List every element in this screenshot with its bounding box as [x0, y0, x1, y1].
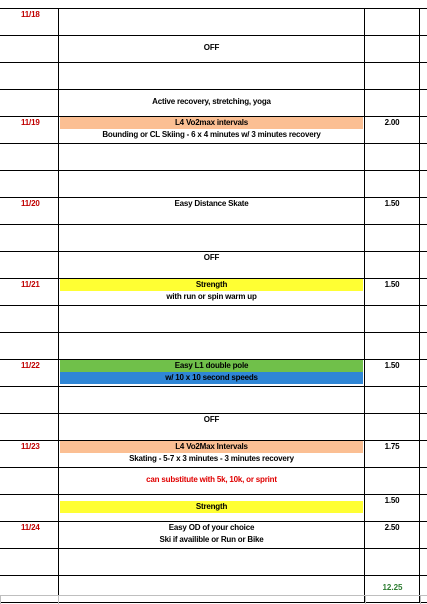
highlighted-workout-text: Strength — [60, 501, 363, 513]
blank-cell — [365, 595, 420, 604]
schedule-row — [0, 278, 427, 305]
date-cell[interactable] — [0, 305, 58, 332]
schedule-row — [0, 8, 427, 35]
hours-cell[interactable] — [365, 494, 420, 521]
workout-cell[interactable] — [58, 89, 365, 116]
workout-text: Bounding or CL Skiing - 6 x 4 minutes w/ 3 minutes recovery — [102, 130, 321, 139]
date-label: 11/23 — [21, 442, 40, 451]
date-cell[interactable] — [0, 413, 58, 440]
date-label: 11/24 — [21, 523, 40, 532]
edge-cell — [420, 62, 427, 89]
hours-value: 2.00 — [384, 118, 400, 127]
schedule-row — [0, 62, 427, 89]
highlighted-workout-text: L4 Vo2max intervals — [60, 117, 363, 129]
edge-cell — [420, 197, 427, 224]
date-cell[interactable] — [0, 8, 58, 35]
workout-cell[interactable] — [58, 278, 365, 305]
date-cell[interactable] — [0, 278, 58, 305]
date-cell[interactable] — [0, 62, 58, 89]
hours-value: 1.50 — [384, 361, 400, 370]
hours-cell[interactable] — [365, 548, 420, 575]
edge-cell — [420, 548, 427, 575]
hours-cell[interactable] — [365, 386, 420, 413]
schedule-row — [0, 251, 427, 278]
hours-cell[interactable] — [365, 251, 420, 278]
schedule-row — [0, 440, 427, 467]
workout-cell[interactable] — [58, 548, 365, 575]
workout-cell[interactable] — [58, 224, 365, 251]
workout-text: Skating - 5-7 x 3 minutes - 3 minutes recovery — [129, 454, 294, 463]
workout-cell[interactable] — [58, 386, 365, 413]
edge-cell — [420, 89, 427, 116]
workout-cell[interactable] — [58, 35, 365, 62]
schedule-row — [0, 494, 427, 521]
hours-value: 1.50 — [384, 199, 400, 208]
hours-cell[interactable] — [365, 8, 420, 35]
schedule-row — [0, 89, 427, 116]
schedule-row — [0, 305, 427, 332]
date-cell[interactable] — [0, 548, 58, 575]
hours-cell[interactable] — [365, 278, 420, 305]
workout-text: Active recovery, stretching, yoga — [152, 97, 271, 106]
hours-cell[interactable] — [365, 170, 420, 197]
schedule-row — [0, 170, 427, 197]
edge-cell — [420, 251, 427, 278]
date-cell[interactable] — [0, 359, 58, 386]
edge-cell — [420, 8, 427, 35]
edge-cell — [420, 170, 427, 197]
date-cell[interactable] — [0, 521, 58, 548]
hours-cell[interactable] — [365, 332, 420, 359]
hours-cell[interactable] — [365, 62, 420, 89]
edge-cell — [420, 278, 427, 305]
hours-cell[interactable] — [365, 413, 420, 440]
date-label: 11/19 — [21, 118, 40, 127]
workout-cell[interactable] — [58, 440, 365, 467]
hours-cell[interactable] — [365, 89, 420, 116]
hours-value: 1.50 — [384, 280, 400, 289]
workout-cell[interactable] — [58, 359, 365, 386]
edge-cell — [420, 224, 427, 251]
hours-cell[interactable] — [365, 359, 420, 386]
workout-cell[interactable] — [58, 62, 365, 89]
edge-cell — [420, 467, 427, 494]
hours-cell[interactable] — [365, 467, 420, 494]
schedule-row — [0, 332, 427, 359]
edge-cell — [420, 440, 427, 467]
hours-cell[interactable] — [365, 521, 420, 548]
date-cell[interactable] — [0, 35, 58, 62]
workout-text: can substitute with 5k, 10k, or sprint — [146, 475, 277, 484]
schedule-row — [0, 116, 427, 143]
highlighted-workout-text: Strength — [60, 279, 363, 291]
highlighted-workout-text: L4 Vo2Max Intervals — [60, 441, 363, 453]
date-cell[interactable] — [0, 386, 58, 413]
schedule-row — [0, 359, 427, 386]
workout-cell[interactable] — [58, 197, 365, 224]
schedule-row — [0, 35, 427, 62]
date-cell[interactable] — [0, 116, 58, 143]
schedule-row — [0, 197, 427, 224]
workout-cell[interactable] — [58, 116, 365, 143]
date-cell[interactable] — [0, 332, 58, 359]
date-cell[interactable] — [0, 170, 58, 197]
highlighted-workout-text: w/ 10 x 10 second speeds — [60, 372, 363, 384]
blank-cell — [420, 595, 427, 604]
date-cell[interactable] — [0, 494, 58, 521]
date-cell[interactable] — [0, 89, 58, 116]
total-hours[interactable]: 12.25 — [382, 583, 403, 592]
workout-cell[interactable] — [58, 521, 365, 548]
workout-text: Ski if availible or Run or Bike — [159, 535, 264, 544]
hours-cell[interactable] — [365, 35, 420, 62]
date-label: 11/18 — [21, 10, 40, 19]
date-cell[interactable] — [0, 467, 58, 494]
workout-cell[interactable] — [58, 170, 365, 197]
hours-cell[interactable] — [365, 305, 420, 332]
workout-cell[interactable] — [58, 305, 365, 332]
hours-value: 1.75 — [384, 442, 400, 451]
workout-text: Easy OD of your choice — [168, 523, 255, 532]
workout-cell[interactable] — [58, 413, 365, 440]
hours-value: 1.50 — [384, 496, 400, 505]
schedule-row — [0, 386, 427, 413]
workout-cell[interactable] — [58, 332, 365, 359]
date-label: 11/20 — [21, 199, 40, 208]
hours-cell[interactable] — [365, 440, 420, 467]
edge-cell — [420, 386, 427, 413]
workout-text: with run or spin warm up — [166, 292, 257, 301]
schedule-row — [0, 548, 427, 575]
date-cell[interactable] — [0, 143, 58, 170]
blank-cell — [0, 595, 58, 604]
workout-text: OFF — [203, 253, 220, 262]
workout-text: OFF — [203, 415, 220, 424]
schedule-row — [0, 224, 427, 251]
edge-cell — [420, 116, 427, 143]
workout-cell[interactable] — [58, 494, 365, 521]
workout-cell[interactable] — [58, 467, 365, 494]
date-cell[interactable] — [0, 251, 58, 278]
schedule-row — [0, 413, 427, 440]
workout-cell[interactable] — [58, 251, 365, 278]
schedule-row — [0, 143, 427, 170]
edge-cell — [420, 35, 427, 62]
edge-cell — [420, 413, 427, 440]
hours-cell[interactable] — [365, 197, 420, 224]
date-label: 11/21 — [21, 280, 40, 289]
hours-value: 2.50 — [384, 523, 400, 532]
workout-cell[interactable] — [58, 8, 365, 35]
edge-cell — [420, 143, 427, 170]
highlighted-workout-text: Easy L1 double pole — [60, 360, 363, 372]
workout-cell[interactable] — [58, 143, 365, 170]
hours-cell[interactable] — [365, 116, 420, 143]
date-cell[interactable] — [0, 197, 58, 224]
edge-cell — [420, 521, 427, 548]
workout-text: OFF — [203, 43, 220, 52]
date-label: 11/22 — [21, 361, 40, 370]
blank-cell — [58, 595, 365, 604]
edge-cell — [420, 359, 427, 386]
date-cell[interactable] — [0, 440, 58, 467]
date-cell[interactable] — [0, 224, 58, 251]
edge-cell — [420, 332, 427, 359]
hours-cell[interactable] — [365, 224, 420, 251]
edge-cell — [420, 305, 427, 332]
schedule-row — [0, 467, 427, 494]
workout-text: Easy Distance Skate — [174, 199, 249, 208]
schedule-row — [0, 521, 427, 548]
hours-cell[interactable] — [365, 143, 420, 170]
edge-cell — [420, 494, 427, 521]
